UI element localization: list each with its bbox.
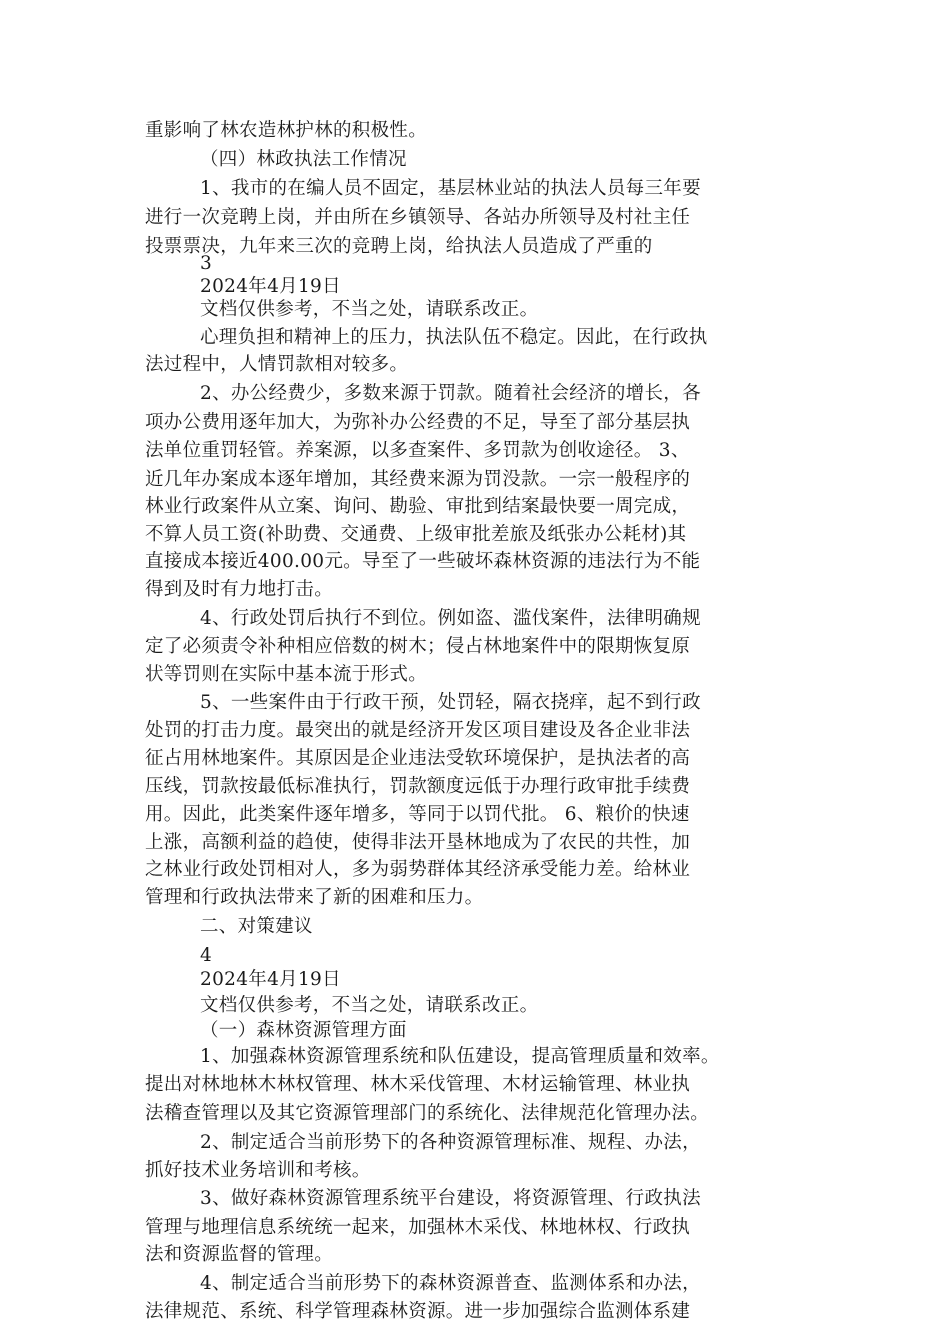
text-line: 之林业行政处罚相对人，多为弱势群体其经济承受能力差。给林业 (145, 859, 691, 880)
text-line: 状等罚则在实际中基本流于形式。 (145, 664, 428, 685)
text-line: 近几年办案成本逐年增加，其经费来源为罚没款。一宗一般程序的 (145, 469, 691, 490)
text-line: 4、行政处罚后执行不到位。例如盗、滥伐案件，法律明确规 (200, 608, 701, 629)
text-line: 不算人员工资(补助费、交通费、上级审批差旅及纸张办公耗材)其 (145, 524, 687, 545)
text-line: 3、做好森林资源管理系统平台建设，将资源管理、行政执法 (200, 1188, 701, 1209)
section-heading: （四）林政执法工作情况 (200, 149, 407, 170)
text-line: 征占用林地案件。其原因是企业违法受软环境保护，是执法者的高 (145, 748, 691, 769)
text-line: 管理和行政执法带来了新的困难和压力。 (145, 887, 484, 908)
text-line: 林业行政案件从立案、询问、勘验、审批到结案最快要一周完成， (145, 496, 691, 517)
section-heading: （一）森林资源管理方面 (200, 1020, 407, 1041)
text-line: 1、我市的在编人员不固定，基层林业站的执法人员每三年要 (200, 178, 701, 199)
text-line: 法过程中，人情罚款相对较多。 (145, 354, 409, 375)
text-line: 投票票决，九年来三次的竞聘上岗，给执法人员造成了严重的 (145, 236, 653, 257)
text-line: 定了必须责令补种相应倍数的树木；侵占林地案件中的限期恢复原 (145, 636, 691, 657)
text-line: 4、制定适合当前形势下的森林资源普查、监测体系和办法， (200, 1273, 701, 1294)
text-line: 项办公费用逐年加大，为弥补办公经费的不足，导至了部分基层执 (145, 412, 691, 433)
disclaimer-text: 文档仅供参考，不当之处，请联系改正。 (200, 995, 539, 1016)
text-line: 法单位重罚轻管。养案源，以多查案件、多罚款为创收途径。 3、 (145, 440, 690, 461)
text-line: 抓好技术业务培训和考核。 (145, 1160, 371, 1181)
text-line: 进行一次竞聘上岗，并由所在乡镇领导、各站办所领导及村社主任 (145, 207, 691, 228)
text-line: 处罚的打击力度。最突出的就是经济开发区项目建设及各企业非法 (145, 720, 691, 741)
page-number: 3 (200, 253, 213, 274)
text-line: 2、制定适合当前形势下的各种资源管理标准、规程、办法， (200, 1132, 701, 1153)
disclaimer-text: 文档仅供参考，不当之处，请联系改正。 (200, 299, 539, 320)
text-line: 得到及时有力地打击。 (145, 579, 334, 600)
text-line: 重影响了林农造林护林的积极性。 (145, 120, 428, 141)
text-line: 管理与地理信息系统统一起来，加强林木采伐、林地林权、行政执 (145, 1217, 691, 1238)
text-line: 法和资源监督的管理。 (145, 1244, 334, 1265)
document-date: 2024年4月19日 (200, 969, 341, 990)
text-line: 法稽查管理以及其它资源管理部门的系统化、法律规范化管理办法。 (145, 1103, 710, 1124)
text-line: 压线，罚款按最低标准执行，罚款额度远低于办理行政审批手续费 (145, 776, 691, 797)
text-line: 直接成本接近400.00元。导至了一些破坏森林资源的违法行为不能 (145, 551, 701, 572)
text-line: 上涨，高额利益的趋使，使得非法开垦林地成为了农民的共性，加 (145, 832, 691, 853)
text-line: 提出对林地林木林权管理、林木采伐管理、木材运输管理、林业执 (145, 1074, 691, 1095)
text-line: 法律规范、系统、科学管理森林资源。进一步加强综合监测体系建 (145, 1301, 691, 1322)
page-number: 4 (200, 945, 213, 966)
text-line: 2、办公经费少，多数来源于罚款。随着社会经济的增长，各 (200, 383, 701, 404)
section-heading: 二、对策建议 (200, 916, 313, 937)
document-date: 2024年4月19日 (200, 276, 341, 297)
text-line: 用。因此，此类案件逐年增多，等同于以罚代批。 6、粮价的快速 (145, 804, 690, 825)
text-line: 5、一些案件由于行政干预，处罚轻，隔衣挠痒，起不到行政 (200, 692, 701, 713)
text-line: 1、加强森林资源管理系统和队伍建设，提高管理质量和效率。 (200, 1046, 720, 1067)
text-line: 心理负担和精神上的压力，执法队伍不稳定。因此，在行政执 (200, 327, 708, 348)
